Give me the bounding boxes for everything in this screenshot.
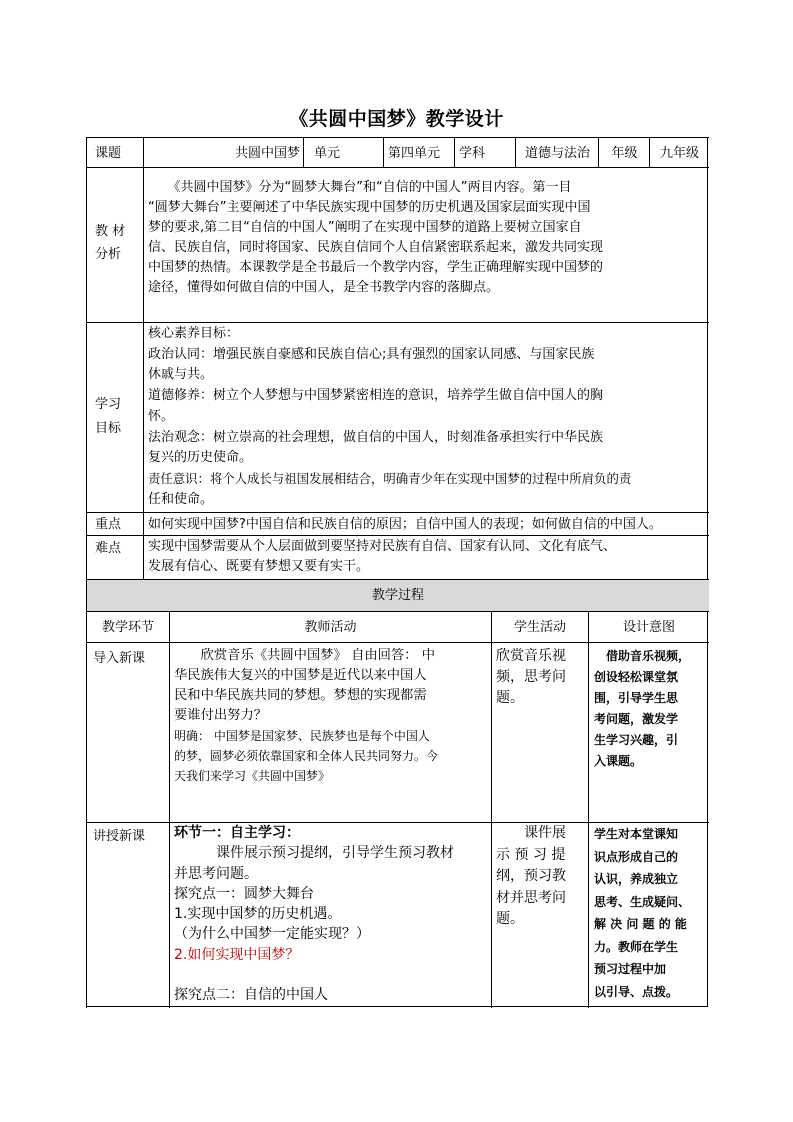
process-header: 教学过程 <box>86 579 709 611</box>
lecture-teacher-line: 探究点二：自信的中国人 <box>174 987 328 1004</box>
intro-teacher <box>169 642 491 822</box>
analysis-content <box>143 167 709 322</box>
lesson-plan-table <box>86 137 708 1007</box>
topic-label: 课题 <box>86 137 143 167</box>
intro-design-line: 借助音乐视频， <box>594 649 691 663</box>
unit-label: 单元 <box>303 137 387 167</box>
difficulties-label-text: 难点 <box>95 541 122 556</box>
intro-design-line: 围，引导学生思 <box>594 691 679 705</box>
lecture-teacher-line: （为什么中国梦一定能实现？） <box>174 926 370 943</box>
lecture-design-line: 思考、生成疑问、 <box>594 894 691 909</box>
intro-design-line: 考问题，激发学 <box>594 712 679 726</box>
topic-value: 共圆中国梦 <box>143 137 391 167</box>
goals-label <box>86 322 143 512</box>
lecture-student-line: 材并思考问 <box>496 889 566 906</box>
intro-student <box>491 642 588 822</box>
goals-line: 核心素养目标： <box>148 326 240 341</box>
lecture-design-line: 学生对本堂课知 <box>594 827 679 841</box>
lecture-student-line: 题。 <box>496 911 524 927</box>
intro-teacher-line: 华民族伟大复兴的中国梦是近代以来中国人 <box>174 668 427 683</box>
analysis-line: 《共圆中国梦》分为“圆梦大舞台”和“自信的中国人”两目内容。第一目 <box>148 180 572 195</box>
lecture-design-line: 力。教师在学生 <box>594 939 679 954</box>
analysis-line: 途径，懂得如何做自信的中国人，是全书教学内容的落脚点。 <box>148 280 500 295</box>
intro-design-line: 生学习兴趣，引 <box>594 733 679 747</box>
col-stage-header: 教学环节 <box>86 611 169 642</box>
col-teacher-header: 教师活动 <box>169 611 491 642</box>
intro-teacher-line: 明确： 中国梦是国家梦、民族梦也是每个中国人 <box>174 729 430 743</box>
intro-stage: 导入新课 <box>86 642 169 822</box>
lecture-teacher-line <box>174 965 487 985</box>
lecture-stage: 讲授新课 <box>86 822 169 1008</box>
difficulties-line: 发展有信心、既要有梦想又要有实干。 <box>148 559 370 574</box>
goals-line: 责任意识：将个人成长与祖国发展相结合，明确青少年在实现中国梦的过程中所肩负的责 <box>148 470 632 486</box>
lecture-teacher-line: 课件展示预习提纲，引导学生预习教材 <box>174 845 454 862</box>
intro-teacher-line: 要谁付出努力？ <box>174 708 268 723</box>
unit-value: 第四单元 <box>383 137 455 167</box>
intro-teacher-line: 的梦，圆梦必须依靠国家和全体人民共同努力。今 <box>174 749 439 763</box>
intro-teacher-line: 欣赏音乐《共圆中国梦》 自由回答： 中 <box>174 648 436 663</box>
intro-design-line: 入课题。 <box>594 754 643 768</box>
intro-design <box>588 642 709 822</box>
intro-design-line: 创设轻松课堂氛 <box>594 670 679 684</box>
difficulties-content <box>143 535 709 579</box>
lecture-student <box>491 822 588 1008</box>
goals-line: 怀。 <box>148 408 175 424</box>
grade-label: 年级 <box>598 137 650 167</box>
intro-student-line: 题。 <box>496 690 524 706</box>
analysis-label-line2: 分析 <box>95 247 122 262</box>
col-student-header: 学生活动 <box>491 611 588 642</box>
subject-label: 学科 <box>454 137 516 167</box>
grade-value: 九年级 <box>649 137 709 167</box>
analysis-line: 中国梦的热情。本课教学是全书最后一个教学内容，学生正确理解实现中国梦的 <box>148 260 604 275</box>
analysis-line: 梦的要求,第二目“自信的中国人”阐明了在实现中国梦的道路上要树立国家自 <box>148 220 582 235</box>
goals-line: 法治观念：树立崇高的社会理想，做自信的中国人，时刻准备承担实行中华民族 <box>148 429 604 445</box>
goals-line: 政治认同：增强民族自豪感和民族自信心;具有强烈的国家认同感、与国家民族 <box>148 346 595 362</box>
document-title: 《共圆中国梦》教学设计 <box>289 108 504 130</box>
analysis-line: 信、民族自信，同时将国家、民族自信同个人自信紧密联系起来，激发共同实现 <box>148 240 604 255</box>
lecture-teacher-line: 1.实现中国梦的历史机遇。 <box>174 906 342 923</box>
lecture-teacher-line: 2.如何实现中国梦？ <box>174 946 300 963</box>
goals-label-line1: 学习 <box>95 397 122 412</box>
lecture-teacher-line: 探究点一：圆梦大舞台 <box>174 885 314 902</box>
lecture-design-line: 预习过程中加 <box>594 962 667 976</box>
lecture-design-line: 认识，养成独立 <box>594 872 679 886</box>
goals-label-line2: 目标 <box>95 421 122 436</box>
lecture-design-line: 识点形成自己的 <box>594 849 679 864</box>
key-points-text: 如何实现中国梦?中国自信和民族自信的原因；自信中国人的表现；如何做自信的中国人。 <box>143 512 709 535</box>
difficulties-line: 实现中国梦需要从个人层面做到要坚持对民族有自信、国家有认同、文化有底气、 <box>148 539 617 554</box>
goals-line: 道德修养：树立个人梦想与中国梦紧密相连的意识，培养学生做自信中国人的胸 <box>148 388 604 404</box>
lecture-teacher-line: 环节一：自主学习： <box>174 825 300 841</box>
lecture-student-line: 课件展 <box>496 825 566 841</box>
key-points-label: 重点 <box>86 512 143 535</box>
lecture-teacher <box>169 822 491 1008</box>
col-design-header: 设计意图 <box>588 611 709 642</box>
goals-line: 复兴的历史使命。 <box>148 450 253 466</box>
lecture-student-line: 示 预 习 提 <box>496 846 566 863</box>
intro-teacher-line: 民和中华民族共同的梦想。梦想的实现都需 <box>174 688 427 703</box>
lecture-design <box>588 822 709 1008</box>
lecture-design-line: 以引导、点拨。 <box>594 984 679 999</box>
subject-value: 道德与法治 <box>515 137 599 167</box>
lecture-student-line: 纲，预习教 <box>496 868 566 884</box>
goals-line: 任和使命。 <box>148 491 214 507</box>
analysis-label <box>86 167 143 322</box>
lecture-design-line: 解 决 问 题 的 能 <box>594 917 687 931</box>
intro-student-line: 频，思考问 <box>496 669 566 685</box>
goals-content <box>143 322 709 512</box>
goals-line: 休戚与共。 <box>148 367 214 383</box>
analysis-label-line1: 教 材 <box>95 224 126 239</box>
intro-teacher-line: 天我们来学习《共圆中国梦》 <box>174 769 331 783</box>
analysis-line: “圆梦大舞台”主要阐述了中华民族实现中国梦的历史机遇及国家层面实现中国 <box>148 200 591 215</box>
difficulties-label <box>86 535 143 579</box>
lecture-teacher-line: 并思考问题。 <box>174 865 258 882</box>
intro-student-line: 欣赏音乐视 <box>496 648 566 664</box>
